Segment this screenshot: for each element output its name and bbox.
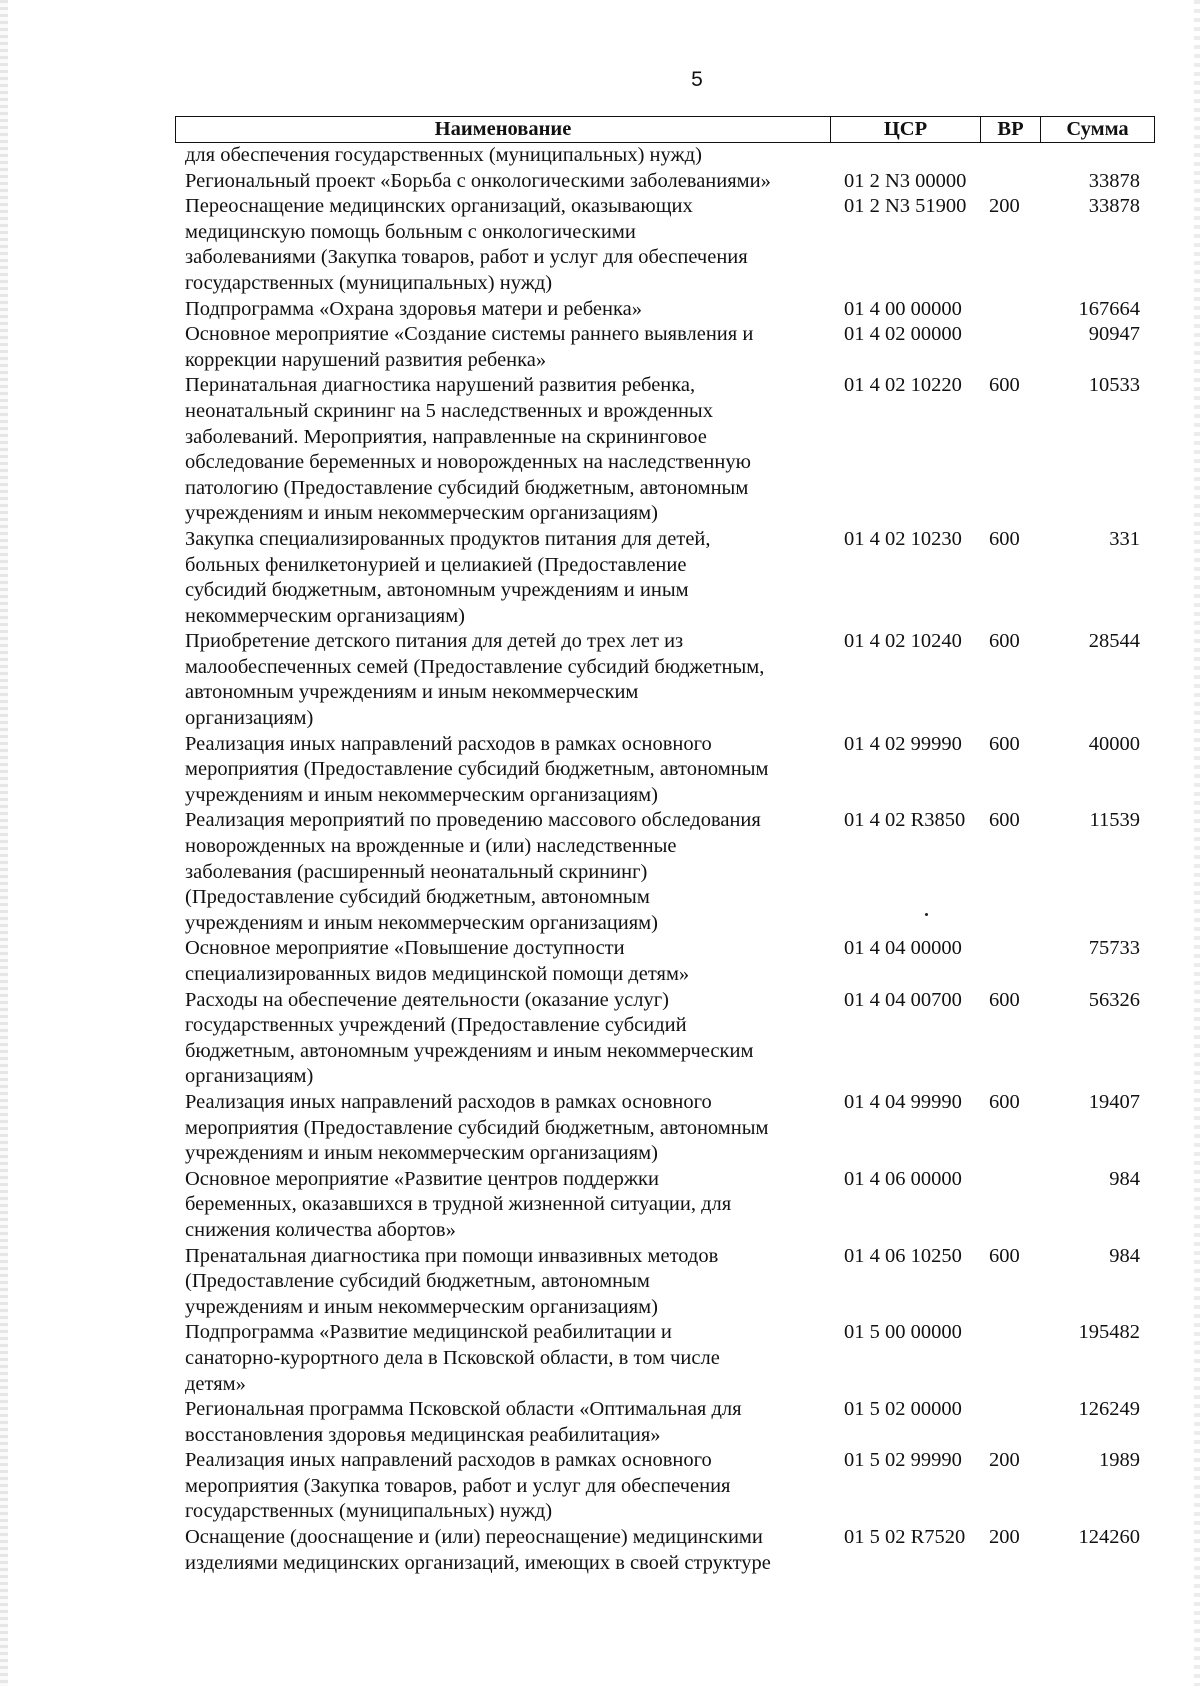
row-vr: 600 [989,630,1020,653]
row-name: для обеспечения государственных (муниципальных) нужд) [185,144,702,166]
row-csr: 01 4 02 10240 [844,630,962,653]
table-row [175,1320,1155,1397]
table-header [175,116,1155,143]
scan-speck [925,913,928,916]
table-row [175,1244,1155,1321]
header-sum: Сумма [1066,118,1129,140]
row-sum: 331 [1109,527,1140,550]
row-vr: 600 [989,1090,1020,1113]
row-csr: 01 2 N3 51900 [844,195,967,218]
row-sum: 167664 [1078,297,1140,320]
row-name: Региональный проект «Борьба с онкологическими заболеваниями» [185,169,771,192]
table-row [175,373,1155,527]
row-csr: 01 4 02 00000 [844,323,962,346]
table-row [175,1397,1155,1448]
row-sum: 126249 [1078,1398,1140,1421]
row-csr: 01 5 02 00000 [844,1398,962,1421]
table-row [175,1525,1155,1576]
row-csr: 01 4 06 10250 [844,1244,962,1267]
row-sum: 124260 [1078,1526,1140,1549]
row-csr: 01 4 02 99990 [844,732,962,755]
table-row [175,988,1155,1090]
row-csr: 01 4 04 00000 [844,937,962,960]
row-name: Региональная программа Псковской области «Оптимальная для восстановления здоровья медицинская реабилитация» [185,1398,742,1446]
row-sum: 90947 [1088,323,1140,346]
row-sum: 984 [1109,1244,1140,1267]
row-name: Реализация иных направлений расходов в рамках основного мероприятия (Предоставление субсидий бюджетным, автономным учреждениям и иным некоммерческим организациям) [185,732,769,806]
row-name: Подпрограмма «Развитие медицинской реабилитации и санаторно-курортного дела в Псковской области, в том числе детям» [185,1321,720,1395]
row-vr: 200 [989,195,1020,218]
row-name: Перинатальная диагностика нарушений развития ребенка, неонатальный скрининг на 5 наследственных и врожденных заболеваний. Мероприятия, направленные на скрининговое обследование беременных и новорожденных на наследственную патологию (Предоставление субсидий бюджетным, автономным учреждениям и иным некоммерческим организациям) [185,374,751,525]
row-sum: 56326 [1088,988,1140,1011]
row-sum: 10533 [1088,374,1140,397]
row-sum: 984 [1109,1167,1140,1190]
row-name: Расходы на обеспечение деятельности (оказание услуг) государственных учреждений (Предоставление субсидий бюджетным, автономным учреждениям и иным некоммерческим организациям) [185,988,754,1088]
header-vr: ВР [981,117,1041,142]
table-row [175,169,1155,195]
row-csr: 01 5 02 99990 [844,1449,962,1472]
table-row [175,297,1155,323]
row-vr: 600 [989,809,1020,832]
row-sum: 11539 [1089,809,1140,832]
row-csr: 01 4 04 99990 [844,1090,962,1113]
row-sum: 28544 [1088,630,1140,653]
row-name: Реализация иных направлений расходов в рамках основного мероприятия (Предоставление субсидий бюджетным, автономным учреждениям и иным некоммерческим организациям) [185,1090,769,1165]
row-csr: 01 4 02 10220 [844,374,962,397]
table-row [175,1090,1155,1167]
row-vr: 600 [989,527,1020,550]
table-row [175,322,1155,373]
row-vr: 200 [989,1449,1020,1472]
row-sum: 33878 [1088,195,1140,218]
row-name: Основное мероприятие «Повышение доступности специализированных видов медицинской помощи детям» [185,937,690,985]
row-name: Подпрограмма «Охрана здоровья матери и ребенка» [185,297,642,320]
row-csr: 01 2 N3 00000 [844,169,967,192]
row-vr: 600 [989,1244,1020,1267]
scan-edge-left [0,0,8,1686]
row-vr: 600 [989,374,1020,397]
table-row [175,1448,1155,1525]
row-name: Реализация иных направлений расходов в рамках основного мероприятия (Закупка товаров, работ и услуг для обеспечения государственных (муниципальных) нужд) [185,1449,731,1523]
row-csr: 01 4 00 00000 [844,297,962,320]
row-csr: 01 4 02 10230 [844,527,962,550]
row-csr: 01 5 02 R7520 [844,1526,966,1549]
row-name: Основное мероприятие «Развитие центров поддержки беременных, оказавшихся в трудной жизненной ситуации, для снижения количества абортов» [185,1167,732,1241]
row-csr: 01 4 04 00700 [844,988,962,1011]
budget-table [175,116,1155,1576]
row-name: Оснащение (дооснащение и (или) переоснащение) медицинскими изделиями медицинских организаций, имеющих в своей структуре [185,1526,771,1574]
row-sum: 33878 [1088,169,1140,192]
table-row [175,1167,1155,1244]
header-csr: ЦСР [831,117,981,142]
row-sum: 1989 [1099,1449,1140,1472]
header-name: Наименование [176,117,831,142]
row-name: Реализация мероприятий по проведению массового обследования новорожденных на врожденные и (или) наследственные заболевания (расширенный неонатальный скрининг) (Предоставление субсидий бюджетным, автономным учреждениям и иным некоммерческим организациям) [185,809,761,934]
row-name: Приобретение детского питания для детей до трех лет из малообеспеченных семей (Предоставление субсидий бюджетным, автономным учреждениям и иным некоммерческим организациям) [185,630,765,730]
row-vr: 600 [989,732,1020,755]
row-name: Основное мероприятие «Создание системы раннего выявления и коррекции нарушений развития ребенка» [185,323,754,371]
scan-edge-right [1194,0,1200,1686]
row-name: Закупка специализированных продуктов питания для детей, больных фенилкетонурией и целиакией (Предоставление субсидий бюджетным, автономным учреждениям и иным некоммерческим организациям) [185,527,711,627]
row-name: Переоснащение медицинских организаций, оказывающих медицинскую помощь больным с онкологическими заболеваниями (Закупка товаров, работ и услуг для обеспечения государственных (муниципальных) нужд) [185,195,748,294]
table-row [175,732,1155,809]
row-csr: 01 4 02 R3850 [844,809,966,832]
table-row [175,527,1155,629]
row-vr: 600 [989,988,1020,1011]
row-sum: 19407 [1088,1090,1140,1113]
table-row [175,808,1155,936]
row-csr: 01 5 00 00000 [844,1321,962,1344]
table-row [175,143,1155,169]
row-sum: 195482 [1078,1321,1140,1344]
table-row [175,194,1155,296]
table-row [175,629,1155,731]
row-sum: 40000 [1088,732,1140,755]
table-row [175,936,1155,987]
row-vr: 200 [989,1526,1020,1549]
row-name: Пренатальная диагностика при помощи инвазивных методов (Предоставление субсидий бюджетным, автономным учреждениям и иным некоммерческим организациям) [185,1244,719,1318]
row-csr: 01 4 06 00000 [844,1167,962,1190]
row-sum: 75733 [1088,937,1140,960]
page-number: 5 [691,68,703,91]
